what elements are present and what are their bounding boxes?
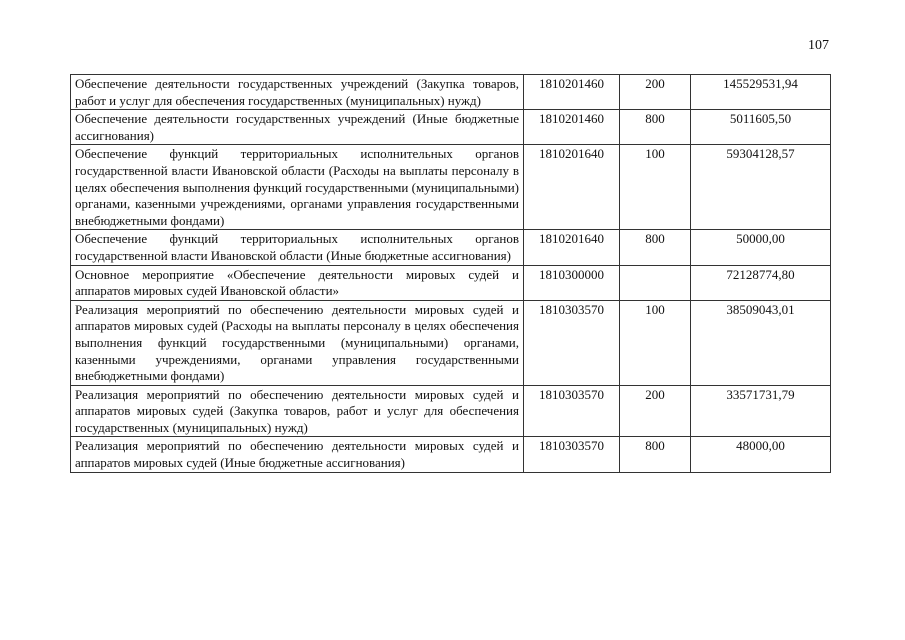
row-target-code: 1810303570	[524, 385, 620, 437]
row-description: Реализация мероприятий по обеспечению деятельности мировых судей и аппаратов мировых судей (Расходы на выплаты персоналу в целях обеспечения выполнения функций государственными (муниципальными) органами, казенными учреждениями, органами управления государственными внебюджетными фондами)	[71, 300, 524, 385]
row-expense-type	[620, 265, 691, 300]
table-row	[71, 145, 831, 230]
row-expense-type: 800	[620, 437, 691, 472]
row-amount: 5011605,50	[691, 110, 831, 145]
row-target-code: 1810303570	[524, 437, 620, 472]
row-expense-type: 100	[620, 145, 691, 230]
row-amount: 50000,00	[691, 230, 831, 265]
row-description: Основное мероприятие «Обеспечение деятельности мировых судей и аппаратов мировых судей Ивановской области»	[71, 265, 524, 300]
budget-table	[70, 74, 831, 473]
table-row	[71, 265, 831, 300]
row-expense-type: 800	[620, 230, 691, 265]
row-expense-type: 200	[620, 385, 691, 437]
row-description: Обеспечение функций территориальных исполнительных органов государственной власти Ивановской области (Иные бюджетные ассигнования)	[71, 230, 524, 265]
table-row	[71, 75, 831, 110]
row-expense-type: 100	[620, 300, 691, 385]
row-amount: 59304128,57	[691, 145, 831, 230]
row-amount: 38509043,01	[691, 300, 831, 385]
row-description: Реализация мероприятий по обеспечению деятельности мировых судей и аппаратов мировых судей (Закупка товаров, работ и услуг для обеспечения государственных (муниципальных) нужд)	[71, 385, 524, 437]
row-target-code: 1810201640	[524, 145, 620, 230]
row-amount: 48000,00	[691, 437, 831, 472]
row-expense-type: 800	[620, 110, 691, 145]
row-description: Реализация мероприятий по обеспечению деятельности мировых судей и аппаратов мировых судей (Иные бюджетные ассигнования)	[71, 437, 524, 472]
page-number: 107	[808, 38, 829, 53]
table-row	[71, 385, 831, 437]
table-row	[71, 230, 831, 265]
row-target-code: 1810300000	[524, 265, 620, 300]
row-target-code: 1810201640	[524, 230, 620, 265]
row-target-code: 1810201460	[524, 75, 620, 110]
row-description: Обеспечение функций территориальных исполнительных органов государственной власти Ивановской области (Расходы на выплаты персоналу в целях обеспечения выполнения функций государственными (муниципальными) органами, казенными учреждениями, органами управления государственными внебюджетными фондами)	[71, 145, 524, 230]
table-row	[71, 300, 831, 385]
row-amount: 145529531,94	[691, 75, 831, 110]
row-amount: 33571731,79	[691, 385, 831, 437]
row-amount: 72128774,80	[691, 265, 831, 300]
table-row	[71, 437, 831, 472]
row-target-code: 1810201460	[524, 110, 620, 145]
row-expense-type: 200	[620, 75, 691, 110]
table-row	[71, 110, 831, 145]
row-description: Обеспечение деятельности государственных учреждений (Иные бюджетные ассигнования)	[71, 110, 524, 145]
row-target-code: 1810303570	[524, 300, 620, 385]
row-description: Обеспечение деятельности государственных учреждений (Закупка товаров, работ и услуг для обеспечения государственных (муниципальных) нужд)	[71, 75, 524, 110]
